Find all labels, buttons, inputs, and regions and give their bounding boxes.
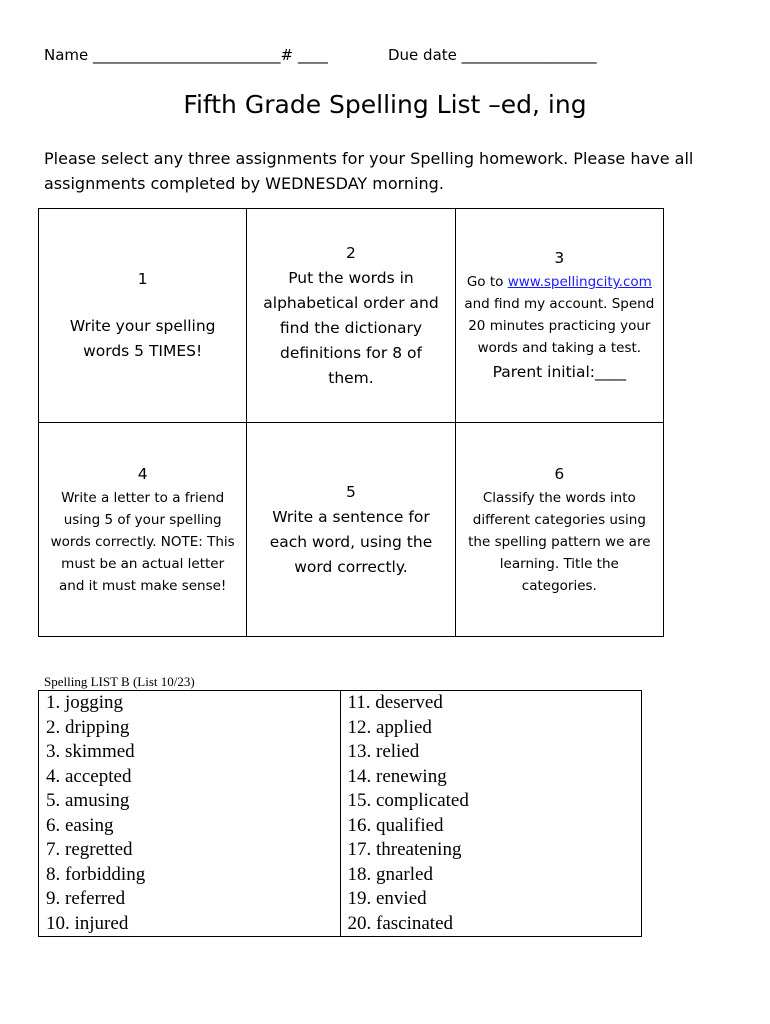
assignment-2-number: 2 (346, 243, 356, 262)
list-item: 7. regretted (46, 839, 133, 860)
name-label: Name _________________________# ____ (44, 46, 328, 64)
list-item: 10. injured (46, 912, 129, 934)
assignment-2-text: Put the words in alphabetical order and find the dictionary definitions for 8 of them. (263, 268, 439, 387)
spellingcity-link[interactable]: www.spellingcity.com (507, 274, 652, 290)
assignment-1 (39, 209, 247, 423)
list-item: 15. complicated (347, 790, 469, 811)
assignment-5-text: Write a sentence for each word, using the word correctly. (269, 507, 433, 576)
list-item: 9. referred (46, 888, 126, 909)
assignment-grid (38, 208, 664, 637)
assignment-3-text-before: Go to (466, 274, 508, 290)
list-item: 1. jogging (46, 692, 124, 713)
assignment-3-text-after: and find my account. Spend 20 minutes practicing your words and taking a test. (464, 296, 655, 356)
spelling-word-table (38, 690, 642, 937)
due-date-label: Due date __________________ (388, 46, 597, 64)
assignment-6-text: Classify the words into different categories using the spelling pattern we are learning. Title the categories. (468, 490, 651, 594)
spelling-list-caption: Spelling LIST B (List 10/23) (44, 674, 195, 689)
list-item: 14. renewing (347, 765, 447, 787)
assignment-5 (247, 423, 455, 637)
assignment-4-text: Write a letter to a friend using 5 of your spelling words correctly. NOTE: This must be an actual letter and it must make sense! (50, 490, 235, 594)
list-item: 3. skimmed (46, 741, 135, 762)
page-title: Fifth Grade Spelling List –ed, ing (183, 90, 587, 119)
assignment-4-number: 4 (137, 465, 148, 483)
list-item: 6. easing (46, 814, 114, 836)
assignment-3 (455, 209, 663, 423)
name-number-line (44, 46, 332, 64)
parent-initial: Parent initial:____ (492, 363, 627, 381)
list-item: 5. amusing (46, 790, 130, 811)
assignment-3-number: 3 (554, 249, 565, 267)
assignment-4 (39, 423, 247, 637)
instructions: Please select any three assignments for your Spelling homework. Please have all assignments completed by WEDNESDAY morning. (44, 149, 694, 193)
list-item: 8. forbidding (46, 863, 146, 885)
list-item: 12. applied (347, 716, 432, 738)
assignment-1-number: 1 (137, 270, 148, 288)
spelling-column-left (39, 691, 341, 937)
list-item: 4. accepted (46, 765, 132, 787)
spelling-column-right (340, 691, 642, 937)
list-item: 13. relied (347, 741, 420, 762)
assignment-6 (455, 423, 663, 637)
list-item: 20. fascinated (347, 912, 454, 934)
assignment-5-number: 5 (346, 482, 356, 501)
list-item: 19. envied (347, 888, 427, 909)
list-item: 11. deserved (347, 692, 443, 713)
list-item: 2. dripping (46, 716, 130, 738)
list-item: 18. gnarled (347, 863, 433, 885)
assignment-1-text: Write your spelling words 5 TIMES! (69, 317, 216, 360)
list-item: 16. qualified (347, 814, 444, 836)
assignment-6-number: 6 (554, 465, 565, 483)
list-item: 17. threatening (347, 839, 462, 860)
assignment-2 (247, 209, 455, 423)
